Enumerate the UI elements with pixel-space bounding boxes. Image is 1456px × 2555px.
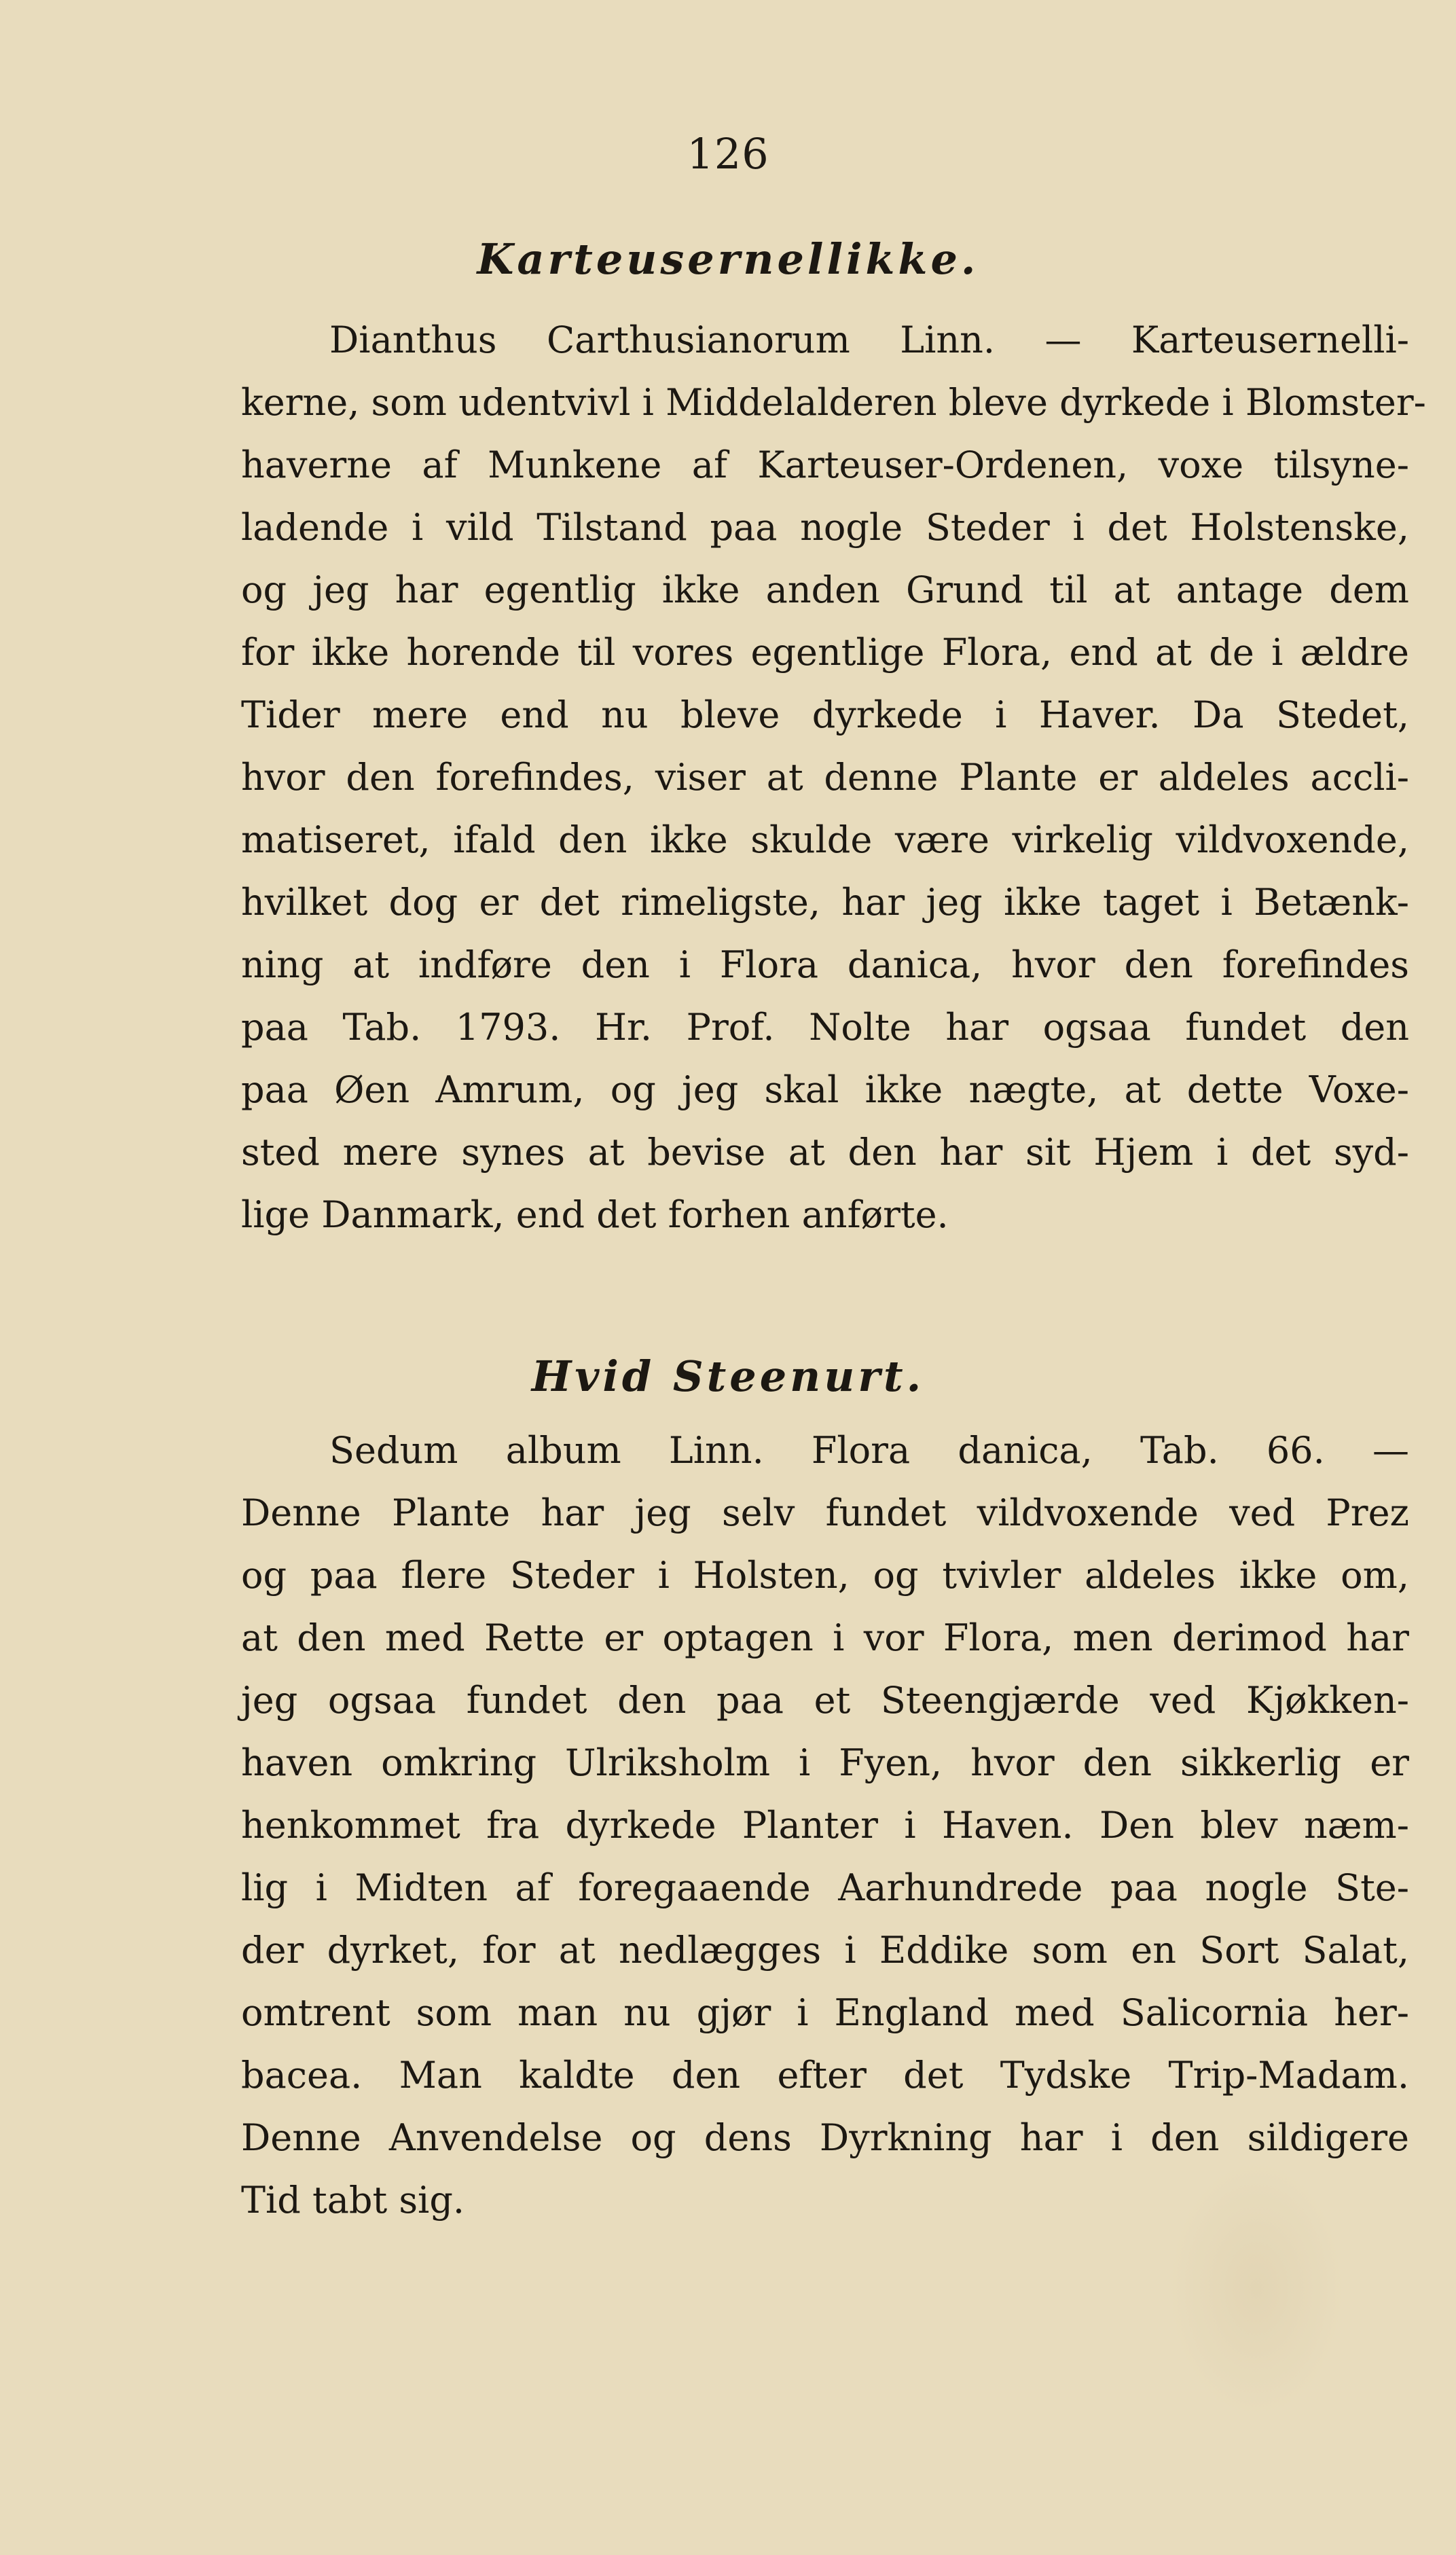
text-line: paa Tab. 1793. Hr. Prof. Nolte har ogsaa fundet den [241, 1006, 1409, 1049]
text-line: ladende i vild Tilstand paa nogle Steder i det Holstenske, [241, 506, 1409, 549]
text-line: og paa flere Steder i Holsten, og tvivler aldeles ikke om, [241, 1554, 1409, 1597]
paragraph-karteusernellikke [241, 309, 1426, 1246]
text-line: sted mere synes at bevise at den har sit Hjem i det syd- [241, 1131, 1409, 1174]
text-line: paa Øen Amrum, og jeg skal ikke nægte, at dette Voxe- [241, 1068, 1409, 1111]
text-line: Denne Anvendelse og dens Dyrkning har i den sildigere [241, 2116, 1409, 2159]
page-number: 126 [687, 129, 769, 179]
text-line: matiseret, ifald den ikke skulde være virkelig vildvoxende, [241, 818, 1409, 861]
text-line: Tider mere end nu bleve dyrkede i Haver. Da Stedet, [241, 693, 1409, 736]
text-line: Tid tabt sig. [241, 2179, 465, 2222]
text-line: omtrent som man nu gjør i England med Salicornia her- [241, 1991, 1409, 2034]
text-line: lig i Midten af foregaaende Aarhundrede paa nogle Ste- [241, 1866, 1409, 1909]
text-line: haverne af Munkene af Karteuser-Ordenen, voxe tilsyne- [241, 443, 1409, 486]
text-line: henkommet fra dyrkede Planter i Haven. Den blev næm- [241, 1804, 1409, 1847]
text-line: der dyrket, for at nedlægges i Eddike som en Sort Salat, [241, 1929, 1409, 1972]
section-heading-hvid-steenurt: Hvid Steenurt. [531, 1352, 925, 1401]
text-line: kerne, som udentvivl i Middelalderen bleve dyrkede i Blomster- [241, 381, 1426, 424]
text-line: Sedum album Linn. Flora danica, Tab. 66. — [329, 1429, 1409, 1472]
text-line: hvilket dog er det rimeligste, har jeg ikke taget i Betænk- [241, 881, 1409, 924]
text-line: hvor den forefindes, viser at denne Plante er aldeles accli- [241, 756, 1409, 799]
text-line: for ikke horende til vores egentlige Flora, end at de i ældre [241, 631, 1409, 674]
text-line: ning at indføre den i Flora danica, hvor den forefindes [241, 943, 1409, 986]
paragraph-hvid-steenurt [241, 1419, 1409, 2232]
text-line: at den med Rette er optagen i vor Flora, men derimod har [241, 1616, 1409, 1659]
section-heading-karteusernellikke: Karteusernellikke. [477, 234, 979, 284]
text-line: haven omkring Ulriksholm i Fyen, hvor den sikkerlig er [241, 1741, 1409, 1784]
text-line: lige Danmark, end det forhen anførte. [241, 1193, 949, 1236]
text-line: Denne Plante har jeg selv fundet vildvoxende ved Prez [241, 1491, 1409, 1534]
text-line: jeg ogsaa fundet den paa et Steengjærde ved Kjøkken- [241, 1679, 1409, 1722]
text-line: Dianthus Carthusianorum Linn. — Karteusernelli- [329, 319, 1409, 361]
text-line: og jeg har egentlig ikke anden Grund til at antage dem [241, 568, 1409, 611]
text-line: bacea. Man kaldte den efter det Tydske Trip-Madam. [241, 2054, 1409, 2097]
